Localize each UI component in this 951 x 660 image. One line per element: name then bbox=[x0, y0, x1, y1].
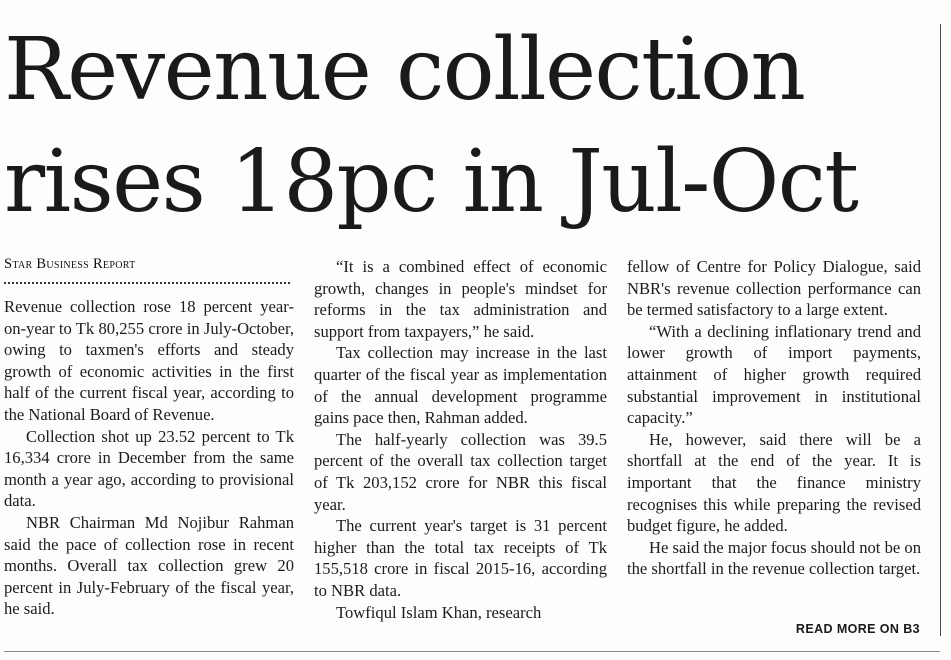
headline-line-1: Revenue collection bbox=[4, 20, 805, 120]
paragraph: Tax collection may increase in the last quarter of the fiscal year as implementation of the annual development programme gains pace then, Rahman added. bbox=[314, 343, 607, 428]
article-column-1 bbox=[4, 296, 294, 620]
paragraph: “It is a combined effect of economic growth, changes in people's mindset for reforms in the tax administration and support from taxpayers,” he said. bbox=[314, 257, 607, 341]
byline: Star Business Report bbox=[4, 256, 136, 272]
article-column-2 bbox=[314, 256, 607, 623]
column-border-rule bbox=[940, 24, 941, 636]
bottom-rule bbox=[4, 651, 940, 652]
paragraph: NBR Chairman Md Nojibur Rahman said the pace of collection rose in recent months. Overall tax collection grew 20 percent in July-February of the fiscal year, he said. bbox=[4, 512, 294, 619]
paragraph: Revenue collection rose 18 percent year-on-year to Tk 80,255 crore in July-October, owing to taxmen's efforts and steady growth of economic activities in the first half of the current fiscal year, according to the National Board of Revenue. bbox=[4, 297, 294, 424]
article-column-3 bbox=[627, 256, 921, 580]
headline-line-2: rises 18pc in Jul-Oct bbox=[4, 132, 858, 232]
read-more-link[interactable]: READ MORE ON B3 bbox=[795, 622, 920, 636]
paragraph: Collection shot up 23.52 percent to Tk 16,334 crore in December from the same month a year ago, according to provisional data. bbox=[4, 426, 294, 511]
byline-dotted-rule bbox=[4, 282, 290, 284]
paragraph: He, however, said there will be a shortfall at the end of the year. It is important that the finance ministry recognises this while preparing the revised budget figure, he added. bbox=[627, 429, 921, 536]
paragraph: Towfiqul Islam Khan, research bbox=[336, 602, 542, 622]
headline bbox=[4, 14, 934, 238]
paragraph: The half-yearly collection was 39.5 percent of the overall tax collection target of Tk 203,152 crore for NBR this fiscal year. bbox=[314, 429, 607, 514]
paragraph: The current year's target is 31 percent higher than the total tax receipts of Tk 155,518 crore in fiscal 2015-16, according to NBR data. bbox=[314, 516, 607, 600]
paragraph: He said the major focus should not be on the shortfall in the revenue collection target. bbox=[627, 537, 921, 579]
paragraph: “With a declining inflationary trend and lower growth of import payments, attainment of higher growth required substantial improvement in institutional capacity.” bbox=[627, 321, 921, 428]
paragraph: fellow of Centre for Policy Dialogue, said NBR's revenue collection performance can be termed satisfactory to a large extent. bbox=[627, 257, 921, 320]
